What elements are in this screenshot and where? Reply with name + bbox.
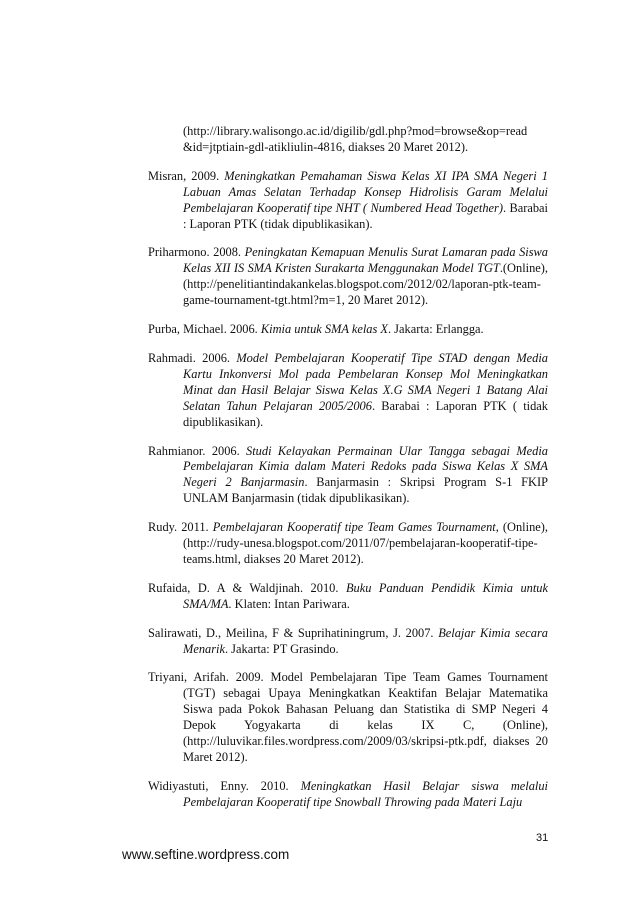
reference-author-year: Rahmianor. 2006. [148,443,247,458]
reference-author-year: Rudy. 2011. [148,520,213,535]
reference-publisher: . Banjarmasin : Skripsi Program S-1 FKIP UNLAM Banjarmasin (tidak dipublikasikan). [183,475,548,506]
reference-entry [148,626,548,658]
reference-entry [148,351,548,431]
reference-author-year: Priharmono. 2008. [148,245,245,260]
reference-title: Studi Kelayakan Permainan Ular Tangga sebagai Media Pembelajaran Kimia dalam Materi Redoks pada Siswa Kelas X SMA Negeri 2 Banjarmasin [183,443,548,490]
reference-entry [148,520,548,568]
reference-title: Meningkatkan Hasil Belajar siswa melalui Pembelajaran Kooperatif tipe Snowball Throwing pada Materi Laju [183,778,548,809]
reference-publisher: . Jakarta: PT Grasindo. [224,641,339,656]
reference-publisher: . Klaten: Intan Pariwara. [228,596,350,611]
reference-author-year: Rahmadi. 2006. [148,350,237,365]
reference-title: Kimia untuk SMA kelas X [260,322,388,337]
reference-author-year: Widiyastuti, Enny. 2010. [148,778,301,793]
reference-publisher: . Barabai : Laporan PTK (tidak dipublikasikan). [183,200,548,231]
reference-text: (http://library.walisongo.ac.id/digilib/gdl.php?mod=browse&op=read &id=jtptiain-gdl-atikliulin-4816, diakses 20 Maret 2012). [183,124,528,154]
reference-title: Meningkatkan Pemahaman Siswa Kelas XI IPA SMA Negeri 1 Labuan Amas Selatan Terhadap Konsep Hidrolisis Garam Melalui Pembelajaran Kooperatif tipe NHT ( Numbered Head Together) [183,168,548,215]
reference-entry [148,245,548,309]
reference-publisher: . Jakarta: Erlangga. [387,322,484,337]
reference-title: Buku Panduan Pendidik Kimia untuk SMA/MA [183,580,548,611]
reference-title: Belajar Kimia secara Menarik [183,625,548,656]
reference-text: Triyani, Arifah. 2009. Model Pembelajaran Tipe Team Games Tournament (TGT) sebagai Upaya Meningkatkan Keaktifan Belajar Matematika Siswa pada Pokok Bahasan Peluang dan Statistika di SMP Negeri 4 Depok Yogyakarta di kelas IX C, (Online), (http://luluvikar.files.wordpress.com/2009/03/skripsi-ptk.pdf, diakses 20 Maret 2012). [148,670,548,764]
reference-entry [148,581,548,613]
footer-url: www.seftine.wordpress.com [122,847,290,862]
reference-publisher: . Barabai : Laporan PTK ( tidak dipublikasikan). [183,398,548,429]
reference-publisher: .(Online), (http://penelitiantindakankelas.blogspot.com/2012/02/laporan-ptk-team-game-tournament-tgt.html?m=1, 20 Maret 2012). [183,261,548,308]
page-number: 31 [536,832,549,844]
reference-author-year: Rufaida, D. A & Waldjinah. 2010. [148,580,346,595]
reference-author-year: Purba, Michael. 2006. [148,322,261,337]
reference-entry [148,322,548,338]
reference-entry-continuation [148,124,548,156]
reference-title: Peningkatan Kemapuan Menulis Surat Lamaran pada Siswa Kelas XII IS SMA Kristen Surakarta Menggunakan Model TGT [183,245,548,276]
reference-title: Pembelajaran Kooperatif tipe Team Games Tournament [212,520,496,535]
reference-entry [148,444,548,508]
reference-author-year: Salirawati, D., Meilina, F & Suprihatiningrum, J. 2007. [148,625,439,640]
reference-entry [148,779,548,811]
reference-entry [148,670,548,765]
reference-publisher: , (Online), (http://rudy-unesa.blogspot.com/2011/07/pembelajaran-kooperatif-tipe-teams.html, diakses 20 Maret 2012). [183,520,548,566]
reference-entry [148,169,548,233]
reference-title: Model Pembelajaran Kooperatif Tipe STAD dengan Media Kartu Inkonversi Mol pada Pembelaran Konsep Mol Meningkatkan Minat dan Hasil Belajar Siswa Kelas X.G SMA Negeri 1 Batang Alai Selatan Tahun Pelajaran 2005/2006 [183,350,548,413]
reference-list [148,124,548,824]
reference-author-year: Misran, 2009. [148,168,225,183]
